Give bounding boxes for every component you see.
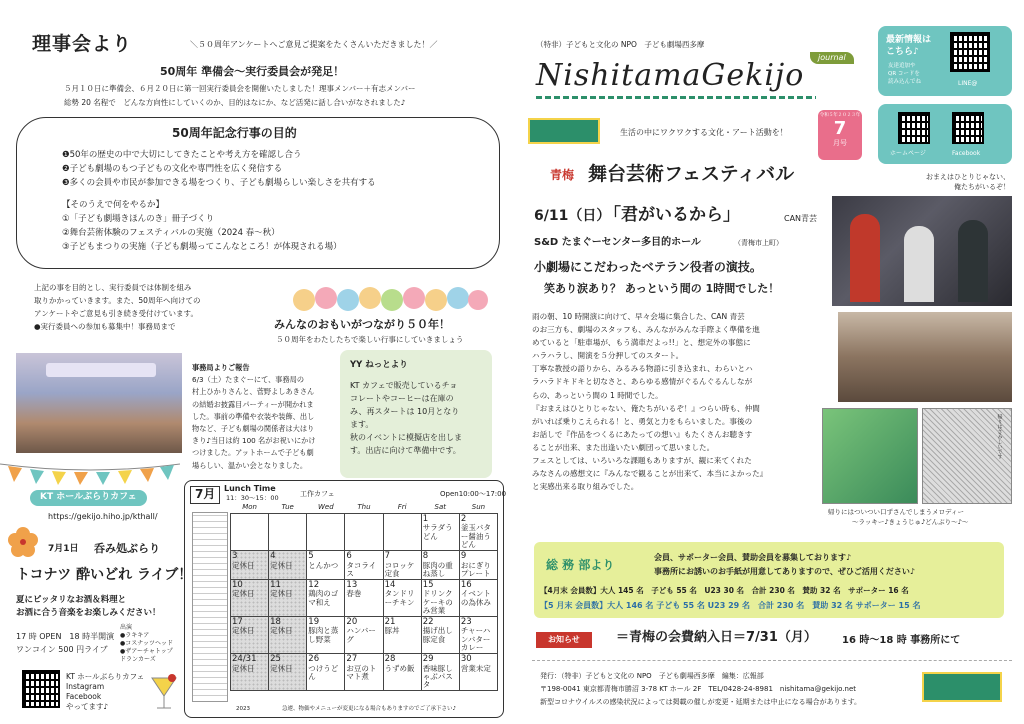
todo-item: ②舞台芸術体験のフェスティバルの実施（2024 春～秋） <box>62 228 280 238</box>
office-line: した。事前の準備や衣装や装飾、出し <box>192 411 315 421</box>
todo-item: ③子どもまつりの実施（子ども劇場ってこんなところ！が体現される場） <box>62 242 342 252</box>
latest-note-line: QR コードを <box>888 71 920 77</box>
calendar-week <box>231 551 498 580</box>
calendar-month: 7月 <box>190 486 220 504</box>
cafe-live: トコナツ 酔いどれ ライブ！ <box>16 567 193 583</box>
calendar-menu: 春巻 <box>346 589 362 599</box>
latest-title2: こちら♪ <box>886 47 919 57</box>
calendar-cell <box>307 580 345 617</box>
right-page <box>512 0 1024 724</box>
sign-photo <box>822 408 918 504</box>
calendar-cell <box>459 654 497 691</box>
calendar-date: 20 <box>346 617 358 628</box>
purpose-title: 50周年記念行事の目的 <box>172 126 297 140</box>
office-line: 場らしい、温かい会となりました。 <box>192 460 308 470</box>
body-line: お話しで『作品をつくるにあたっての想い』もたくさんお聴きす <box>532 429 753 439</box>
calendar-cell <box>307 514 345 551</box>
calendar-menu: イベントの為休み <box>460 589 491 607</box>
cafe-url[interactable]: https://gekijo.hiho.jp/kthall/ <box>48 512 158 521</box>
calendar-menu: うずめ飯 <box>384 663 415 673</box>
body-line: 雨の朝、10 時開演に向けて、早々会場に集合した、CAN 青芸 <box>532 312 745 321</box>
yy-line: コレートやコーヒーは在庫の <box>350 394 454 404</box>
body-line: がいれば乗りこえられる！と、勇気と力をもらいました。事後の <box>532 416 753 426</box>
purpose-list <box>62 148 376 254</box>
calendar-day-header: Sat <box>434 503 447 511</box>
calendar-date: 8 <box>422 551 429 562</box>
party-photo <box>16 353 182 453</box>
calendar-menu: 豚肉と蒸し野菜 <box>308 626 339 644</box>
calendar-cell <box>345 580 383 617</box>
calendar-date: 14 <box>384 580 396 591</box>
calendar-week <box>231 654 498 691</box>
calendar-menu: コロッケ定食 <box>384 560 415 578</box>
latest-note-line: 読み込んでね <box>888 79 922 85</box>
calendar-day-header: Sun <box>471 503 486 511</box>
facebook-label: Facebook <box>952 150 981 157</box>
calendar-menu: 定休日 <box>270 560 293 570</box>
sns-line: Facebook <box>66 692 102 701</box>
calendar-date: 12 <box>308 580 320 591</box>
calendar-cell <box>231 514 269 551</box>
calendar-cell <box>231 551 269 580</box>
body-line: ラハラドキドキと切なさと、あらゆる感情がぐるんぐるんしなが <box>532 377 753 387</box>
notice-time: 16 時～18 時 事務所にて <box>842 635 961 646</box>
calendar-day-header: Fri <box>397 503 407 511</box>
general-row1: 【4月末 会員数】大人 145 名 子ども 55 名 U23 30 名 合計 230 名 賛助 32 名 サポーター 16 名 <box>540 586 909 595</box>
todo-item: ①「子ども劇場きほんのき」冊子づくり <box>62 214 215 224</box>
calendar-week <box>231 514 498 551</box>
calendar-cell <box>307 654 345 691</box>
board-tagline: ＼５０周年アンケートへご意見ご提案をたくさんいただきました！／ <box>190 40 438 49</box>
cafe-title: KT ホールぶらりカフェ <box>30 490 147 506</box>
body-line: のお三方も、劇場のスタッフも、みんながみんな手際よく準備を進 <box>532 325 760 335</box>
calendar-day-header: Mon <box>242 503 257 511</box>
calendar-date: 25 <box>270 654 281 665</box>
body-line: 丁寧な教授の語りから、みるみる物語に引き込まれ、わらいとハ <box>532 364 753 374</box>
slogan-sub: ５０周年をわたしたちで楽しい行事にしていきましょう <box>276 335 464 344</box>
hibiscus-icon <box>8 527 38 557</box>
office-title: 事務局よりご報告 <box>192 363 250 372</box>
calendar-menu: 定休日 <box>270 589 293 599</box>
calendar-day-header: Wed <box>318 503 334 511</box>
festival-venue-city: （青梅市上町） <box>734 239 783 247</box>
calendar-date: 22 <box>422 617 434 628</box>
festival-title: 舞台芸術フェスティバル <box>588 163 795 185</box>
actor-figure <box>958 220 988 302</box>
festival-date: 6/11（日） <box>534 208 611 224</box>
yy-line: ます。 <box>350 420 374 430</box>
calendar-time: 11：30～15：00 <box>226 494 279 502</box>
office-line: 物など、子ども劇場の関係者は大はり <box>192 424 315 434</box>
board-heading: 50周年 準備会～実行委員会が発足！ <box>160 65 345 78</box>
calendar-cell <box>269 617 307 654</box>
committee-line: ●実行委員への参加も募集中！事務局まで <box>34 322 176 331</box>
notice-label: お知らせ <box>536 632 592 648</box>
caption-3: ～ラッキー♪きょうじゅ♪どんぶり～♪～ <box>852 518 969 526</box>
purpose-sub: 【そのうえで何をやるか】 <box>62 200 165 210</box>
calendar-date: 10 <box>232 580 243 591</box>
calendar-day-header: Tue <box>281 503 294 511</box>
cafe-desc <box>16 594 161 620</box>
calendar-cell <box>269 654 307 691</box>
calendar-cell <box>421 551 459 580</box>
festival-troupe: CAN青芸 <box>784 214 818 223</box>
committee-line: 上記の事を目的とし、実行委員では体制を組み <box>34 283 192 292</box>
cafe-event-date: 7月1日 <box>48 544 79 554</box>
body-line: らの、あっという間の 1 時間でした。 <box>532 390 663 400</box>
actor-figure <box>904 226 934 302</box>
office-line: 村上ひかりさんと、菅野よしあきさん <box>192 387 315 397</box>
calendar-menu: タンドリーチキン <box>384 589 415 607</box>
performer: ●ラキキア <box>120 632 150 639</box>
calendar-date: 23 <box>460 617 472 628</box>
calendar-menu: 豚丼 <box>384 626 400 636</box>
calendar-date: 28 <box>384 654 396 665</box>
yy-line: KT カフェで販売しているチョ <box>350 381 458 391</box>
calendar-menu: タコライス <box>346 560 377 578</box>
cafe-event-name: 呑み処ぶらり <box>94 542 160 555</box>
calendar-week <box>231 580 498 617</box>
calendar-cell <box>345 514 383 551</box>
calendar-kobo: 工作カフェ <box>300 490 335 498</box>
calendar-cell <box>459 514 497 551</box>
calendar-menu: つけうどん <box>308 663 339 681</box>
festival-catch1: 小劇場にこだわったベテラン役者の演技。 <box>534 260 762 274</box>
office-line: の結婚お披露目パーティーが開かれま <box>192 399 314 409</box>
caption-line: おまえはひとりじゃない、 <box>926 173 1010 181</box>
calendar-date: 11 <box>270 580 281 591</box>
stage-banner <box>46 363 156 377</box>
cocktail-icon <box>150 672 178 712</box>
calendar-menu: 定休日 <box>232 663 255 673</box>
purpose-item: ❶50年の歴史の中で大切にしてきたことや考え方を確認し合う <box>62 150 302 160</box>
yy-title: YY ねっとより <box>350 360 408 370</box>
calendar-cell <box>421 654 459 691</box>
issue-badge <box>818 110 862 160</box>
calendar-cell <box>345 617 383 654</box>
calendar-date: 2 <box>460 514 467 525</box>
committee-line: 取りかかっていきます。また、50周年へ向けての <box>34 296 201 305</box>
masthead-underline <box>536 96 816 99</box>
calendar-week <box>231 617 498 654</box>
committee-line: アンケートやご意見も引き続き受付けています。 <box>34 309 198 318</box>
latest-title1: 最新情報は <box>886 35 932 45</box>
performer: ドランカーズ <box>120 656 156 663</box>
cafe-time1: 17 時 OPEN 18 時半開演 <box>16 632 115 641</box>
slogan-main: みんなのおもいがつながり５０年！ <box>274 318 450 331</box>
calendar-cell <box>231 617 269 654</box>
calendar-menu: 定休日 <box>270 663 293 673</box>
board-title: 理事会より <box>32 33 133 55</box>
sns-line: Instagram <box>66 682 105 691</box>
sns-line: KT ホールぶらりカフェ <box>66 672 145 681</box>
calendar-date: 26 <box>308 654 320 665</box>
calendar-menu: とんかつ <box>308 560 339 570</box>
calendar-menu: 香味豚しゃぶパスタ <box>422 663 453 690</box>
calendar-open: Open10:00～17:00 <box>440 490 507 498</box>
general-title: 総 務 部より <box>546 558 615 572</box>
office-line: つけました。アットホームで子ども劇 <box>192 448 314 458</box>
footer-line: 新型コロナウイルスの感染状況によっては掲載の催しが変更・延期または中止になる場合があります。 <box>540 698 862 706</box>
body-line: フェスとしては、いろいろな課題もありますが、観に来てくれた <box>532 456 752 466</box>
issue-year: 令和５年２０２３年 <box>819 113 861 118</box>
calendar-menu: チャーハンバターカレー <box>460 626 491 652</box>
calendar-year: 2023 <box>236 706 250 712</box>
festival-show: 「君がいるから」 <box>604 205 740 225</box>
calendar-date: 16 <box>460 580 472 591</box>
cafe-sns <box>66 672 144 712</box>
body-line: ハラハラし、開演を５分押してのスタート。 <box>532 351 684 361</box>
calendar-cell <box>345 654 383 691</box>
latest-note-line: 友達追加や <box>888 63 916 69</box>
general-row2: 【5 月末 会員数】大人 146 名 子ども 55 名 U23 29 名 合計 230 名 賛助 32 名 サポーター 15 名 <box>540 601 921 610</box>
calendar-cell <box>383 551 421 580</box>
caption-4: 帰りはさみしいです <box>996 414 1003 459</box>
green-logo-mark <box>528 118 600 144</box>
notice-text: ＝青梅の会費納入日＝7/31（月） <box>616 630 817 645</box>
yy-line: 秋のイベントに模擬店を出しま <box>350 433 462 443</box>
committee-note <box>34 281 200 333</box>
calendar-cell <box>269 580 307 617</box>
header-tagline: 生活の中にワクワクする文化・アート活動を！ <box>620 128 788 137</box>
calendar-date: 21 <box>384 617 396 628</box>
calendar-cell <box>459 580 497 617</box>
calendar-cell <box>383 617 421 654</box>
calendar-cell <box>421 580 459 617</box>
audience-photo <box>838 312 1012 402</box>
calendar-footnote: 急遽、物価やメニューが変更になる場合もありますのでご了承下さい♪ <box>282 706 457 712</box>
performer: ●コスナッツヘッド <box>120 640 173 647</box>
performer: ●ザアーチャトップ <box>120 648 173 655</box>
calendar-cell <box>307 617 345 654</box>
calendar-menu: 豚肉の重ね蒸し <box>422 560 453 578</box>
general-msg2: 事務所にお誘いのお手紙が用意してありますので、ぜひご活用ください♪ <box>654 567 915 576</box>
facebook-qr-code[interactable] <box>952 112 984 144</box>
calendar-date: 1 <box>422 514 429 525</box>
festival-place: 青梅 <box>550 168 575 182</box>
footer-logo-mark <box>922 672 1002 702</box>
calendar-menu: 釜玉バター醤油うどん <box>460 523 491 549</box>
header-org: （特非）子どもと文化の NPO 子ども劇場西多摩 <box>536 40 705 49</box>
calendar-date: 3 <box>232 551 238 562</box>
calendar-date: 24/31 <box>232 654 257 665</box>
calendar-date: 18 <box>270 617 281 628</box>
calendar-menu: 定休日 <box>270 626 293 636</box>
office-line: 6/3（土）たまぐーにて、事務局の <box>192 375 305 385</box>
calendar-date: 27 <box>346 654 358 665</box>
calendar-menu: サラダうどん <box>422 523 453 541</box>
children-illustration <box>290 280 490 314</box>
yy-line: す。出店に向けて準備中です。 <box>350 446 461 456</box>
calendar-cell <box>421 617 459 654</box>
calendar-menu: おにぎりプレート <box>460 560 491 578</box>
calendar-date: 30 <box>460 654 472 665</box>
caption-line: 俺たちがいるぞ！ <box>954 183 1010 191</box>
footer-divider <box>532 660 1012 661</box>
calendar-cell <box>383 514 421 551</box>
actor-figure <box>850 214 880 302</box>
festival-catch2: 笑あり涙あり？ あっという間の 1時間でした！ <box>544 282 780 295</box>
calendar-date: 15 <box>422 580 434 591</box>
purpose-item: ❷子ども劇場のもつ子どもの文化や専門性を広く発信する <box>62 164 283 174</box>
body-line: ることが出来、また出逢いたい劇団って思いました。 <box>532 442 715 452</box>
child-faces <box>293 287 488 311</box>
board-line2: 総勢 20 名程で どんな方向性にしていくのか、目的はなにか、など活発に話し合いがなされました♪ <box>64 98 406 107</box>
body-line: みなさんの感想文に『みんなで観ることが出来て、本当によかった』 <box>532 469 768 479</box>
calendar-date: 29 <box>422 654 434 665</box>
body-line: 『おまえはひとりじゃない、俺たちがいるぞ！』つらい時も、仲間 <box>532 403 760 413</box>
calendar-date: 17 <box>232 617 243 628</box>
latest-title <box>886 34 931 58</box>
calendar-date: 7 <box>384 551 390 562</box>
caption-1 <box>906 172 1010 192</box>
calendar-title: Lunch Time <box>224 484 276 493</box>
line-label: LINE@ <box>958 80 978 87</box>
calendar-cell <box>307 551 345 580</box>
cafe-performers <box>120 624 173 664</box>
calendar-cell <box>421 514 459 551</box>
calendar-date: 6 <box>346 551 352 562</box>
calendar-date: 9 <box>460 551 467 562</box>
journal-badge: journal <box>810 52 854 64</box>
cafe-time2: ワンコイン 500 円ライブ <box>16 645 108 654</box>
cafe-desc-line: お酒に合う音楽をお楽しみください！ <box>16 608 161 618</box>
calendar-menu: 定休日 <box>232 560 255 570</box>
footer-line: 〒198-0041 東京都青梅市勝沼 3-78 KT ホール 2F TEL/0428-24-8981 nishitama@gekijo.net <box>540 685 857 693</box>
masthead-logo: NishitamaGekijo <box>536 58 805 93</box>
calendar-cell <box>459 551 497 580</box>
purpose-item: ❸多くの会員や市民が参加できる場をつくり、子ども劇場らしい楽しさを共有する <box>62 178 376 188</box>
line-qr-code[interactable] <box>950 32 990 72</box>
stage-photo <box>832 196 1012 306</box>
body-line: めていると「駐車場が、もう満車だよっ!!」と、想定外の事態に <box>532 338 751 348</box>
body-line: と実感出来る取り組みでした。 <box>532 482 639 492</box>
office-report <box>192 362 332 472</box>
calendar-cell <box>231 580 269 617</box>
calendar-date: 5 <box>308 551 314 562</box>
footer-line: 発行：（特非）子どもと文化の NPO 子ども劇場西多摩 編集：広報部 <box>540 672 764 680</box>
caption-2: 帰りにはついつい口ずさんでしまうメロディー <box>828 508 964 516</box>
yy-box <box>340 350 492 478</box>
yy-line: み、再スタートは 10月となり <box>350 407 460 417</box>
performers-label: 出演 <box>120 624 133 631</box>
office-line: きり♪当日は約 100 名がお祝いにかけ <box>192 436 316 446</box>
calendar-menu: 定休日 <box>232 626 255 636</box>
calendar-date: 19 <box>308 617 320 628</box>
calendar-menu: お豆のトマト煮 <box>346 663 377 681</box>
cafe-desc-line: 夏にピッタリなお酒＆料理と <box>16 595 127 605</box>
calendar-day-header: Thu <box>357 503 371 511</box>
calendar-menu: 鶏肉のゴマ和え <box>308 589 339 607</box>
latest-note <box>888 62 921 86</box>
bunting-decoration <box>0 462 180 486</box>
issue-number: 7 <box>833 117 847 139</box>
calendar-cell <box>459 617 497 654</box>
calendar-cell <box>231 654 269 691</box>
homepage-label: ホームページ <box>890 150 926 157</box>
calendar-menu: ハンバーグ <box>346 626 376 644</box>
calendar-date: 4 <box>270 551 276 562</box>
footer <box>540 670 861 709</box>
cafe-qr-code[interactable] <box>22 670 60 708</box>
festival-venue: S&D たまぐーセンター多目的ホール <box>534 237 701 248</box>
sns-line: やってます♪ <box>66 702 109 711</box>
calendar-cell <box>269 551 307 580</box>
calendar-cell <box>269 514 307 551</box>
calendar-menu: 揚げ出し豚定食 <box>422 626 453 644</box>
calendar-menu: ドリンクケーキのみ営業 <box>422 589 453 615</box>
festival-body <box>532 310 832 493</box>
calendar-menu: 営業未定 <box>460 663 491 673</box>
homepage-qr-code[interactable] <box>898 112 930 144</box>
calendar-cell <box>345 551 383 580</box>
calendar-vertical-logo <box>192 512 228 702</box>
lunch-calendar <box>230 502 498 691</box>
issue-unit: 月号 <box>833 138 847 147</box>
calendar-menu: 定休日 <box>232 589 255 599</box>
calendar-date: 13 <box>346 580 358 591</box>
general-msg1: 会員、サポーター会員、賛助会員を募集しております♪ <box>654 553 852 562</box>
calendar-cell <box>383 580 421 617</box>
calendar-cell <box>383 654 421 691</box>
board-line1: ５月１０日に準備会、６月２０日に第一回実行委員会を開催いたしました！理事メンバー＋有志メンバー <box>64 84 416 93</box>
